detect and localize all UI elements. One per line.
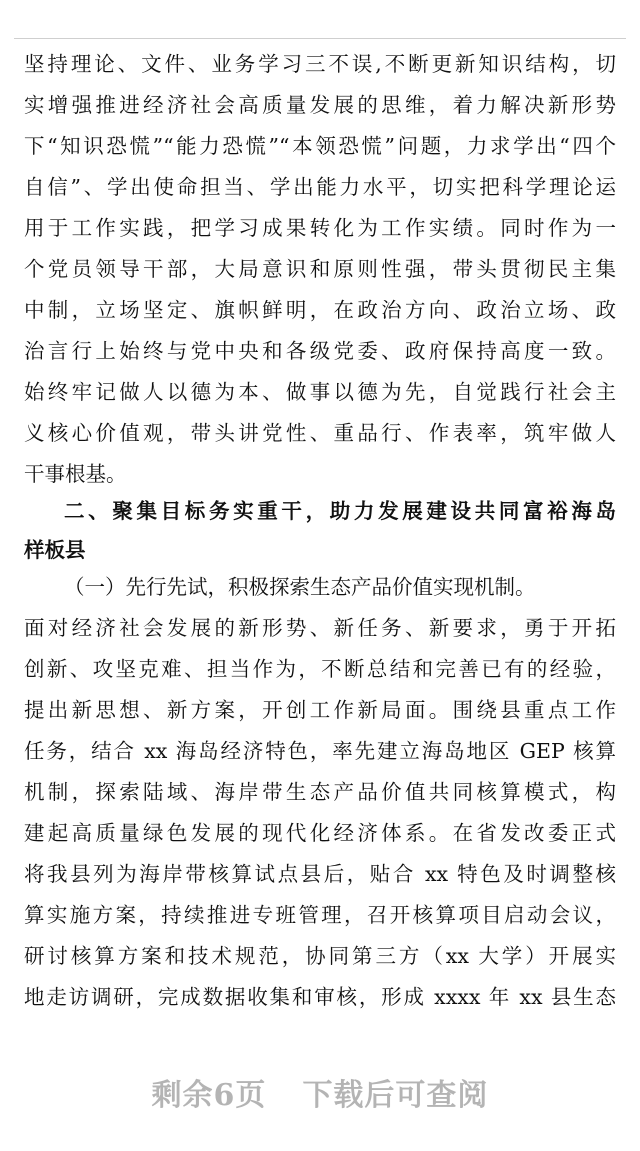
download-to-view-label: 下载后可查阅 [302,1078,489,1113]
download-prompt[interactable] [0,1070,640,1114]
body-line: 始终牢记做人以德为本、做事以德为先，自觉践行社会主 [24,380,616,404]
body-line: 下“知识恐慌”“能力恐慌”“本领恐慌”问题，力求学出“四个 [24,134,616,158]
body-line: 义核心价值观，带头讲党性、重品行、作表率，筑牢做人 [24,421,616,445]
section-heading: 二、聚集目标务实重干，助力发展建设共同富裕海岛 [64,499,616,523]
body-line: 治言行上始终与党中央和各级党委、政府保持高度一致。 [24,339,616,363]
body-line: 建起高质量绿色发展的现代化经济体系。在省发改委正式 [24,821,616,845]
top-divider [14,38,626,39]
body-line: 创新、攻坚克难、担当作为，不断总结和完善已有的经验， [24,657,616,681]
body-line: 机制，探索陆域、海岸带生态产品价值共同核算模式，构 [24,780,616,804]
body-line: 提出新思想、新方案，开创工作新局面。围绕县重点工作 [24,698,616,722]
body-line: 地走访调研，完成数据收集和审核，形成 xxxx 年 xx 县生态 [24,985,616,1009]
remaining-pages-label: 剩余6页 [151,1078,267,1113]
section-heading: 样板县 [24,538,86,562]
body-line: 面对经济社会发展的新形势、新任务、新要求，勇于开拓 [24,616,616,640]
body-line: 将我县列为海岸带核算试点县后，贴合 xx 特色及时调整核 [24,862,616,886]
body-line: 坚持理论、文件、业务学习三不误,不断更新知识结构，切 [24,52,616,76]
body-line: 算实施方案，持续推进专班管理，召开核算项目启动会议， [24,903,616,927]
body-line: 自信”、学出使命担当、学出能力水平，切实把科学理论运 [24,175,616,199]
body-line: 任务，结合 xx 海岛经济特色，率先建立海岛地区 GEP 核算 [24,739,616,763]
subsection-title: （一）先行先试，积极探索生态产品价值实现机制。 [64,575,536,599]
body-line: 干事根基。 [24,462,127,486]
body-line: 实增强推进经济社会高质量发展的思维，着力解决新形势 [24,93,616,117]
body-line: 用于工作实践，把学习成果转化为工作实绩。同时作为一 [24,216,616,240]
body-line: 中制，立场坚定、旗帜鲜明，在政治方向、政治立场、政 [24,298,616,322]
body-line: 个党员领导干部，大局意识和原则性强，带头贯彻民主集 [24,257,616,281]
body-line: 研讨核算方案和技术规范，协同第三方（xx 大学）开展实 [24,944,616,968]
